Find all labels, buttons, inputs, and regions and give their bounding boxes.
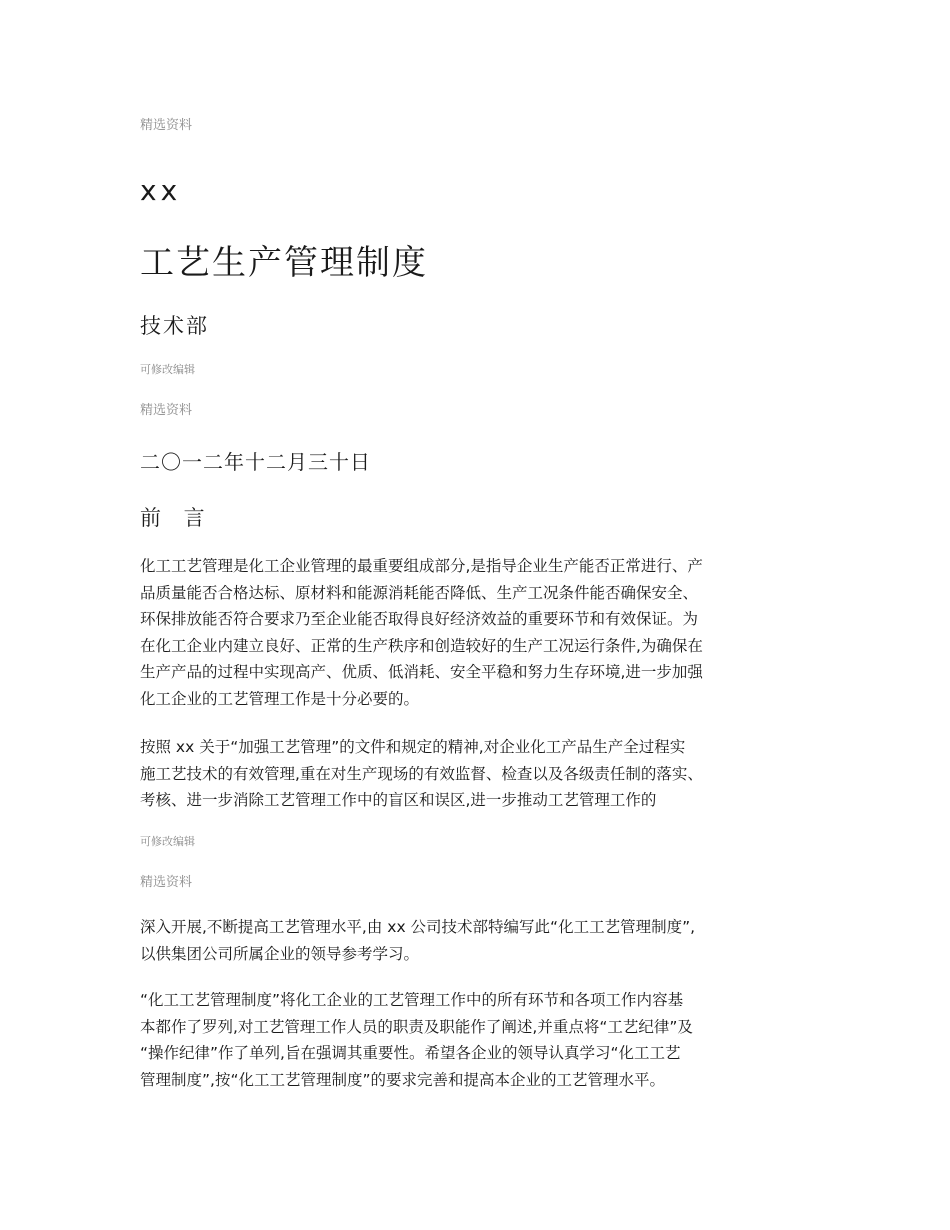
preface-paragraph-1 xyxy=(140,553,810,712)
department-name: 技术部 xyxy=(140,314,209,338)
paragraph-line: 以供集团公司所属企业的领导参考学习。 xyxy=(140,944,420,963)
document-date: 二〇一二年十二月三十日 xyxy=(140,450,371,474)
editable-mark: 可修改编辑 xyxy=(140,835,195,848)
selected-material-mark: 精选资料 xyxy=(140,118,193,133)
paragraph-line: “化工工艺管理制度”将化工企业的工艺管理工作中的所有环节和各项工作内容基 xyxy=(140,991,684,1009)
preface-heading: 前 言 xyxy=(140,506,213,530)
paragraph-line: 品质量能否合格达标、原材料和能源消耗能否降低、生产工况条件能否确保安全、 xyxy=(140,583,699,602)
paragraph-line: 施工艺技术的有效管理,重在对生产现场的有效监督、检查以及各级责任制的落实、 xyxy=(140,764,703,783)
document-title: 工艺生产管理制度 xyxy=(140,243,428,283)
paragraph-line: 在化工企业内建立良好、正常的生产秩序和创造较好的生产工况运行条件,为确保在 xyxy=(140,636,703,655)
company-name: xx xyxy=(140,174,182,207)
selected-material-mark: 精选资料 xyxy=(140,403,193,418)
paragraph-line: 化工企业的工艺管理工作是十分必要的。 xyxy=(140,689,420,708)
paragraph-line: 本都作了罗列,对工艺管理工作人员的职责及职能作了阐述,并重点将“工艺纪律”及 xyxy=(140,1017,693,1036)
paragraph-line: “操作纪律”作了单列,旨在强调其重要性。希望各企业的领导认真学习“化工工艺 xyxy=(140,1044,681,1062)
preface-paragraph-2 xyxy=(140,734,810,814)
paragraph-line: 按照 xx 关于“加强工艺管理”的文件和规定的精神,对企业化工产品生产全过程实 xyxy=(140,738,686,756)
paragraph-line: 考核、进一步消除工艺管理工作中的盲区和误区,进一步推动工艺管理工作的 xyxy=(140,791,657,809)
paragraph-line: 管理制度”,按“化工工艺管理制度”的要求完善和提高本企业的工艺管理水平。 xyxy=(140,1070,666,1089)
paragraph-line: 生产产品的过程中实现高产、优质、低消耗、安全平稳和努力生存环境,进一步加强 xyxy=(140,663,703,681)
preface-paragraph-4 xyxy=(140,987,810,1093)
paragraph-line: 化工工艺管理是化工企业管理的最重要组成部分,是指导企业生产能否正常进行、产 xyxy=(140,557,703,575)
paragraph-line: 深入开展,不断提高工艺管理水平,由 xx 公司技术部特编写此“化工工艺管理制度”, xyxy=(140,918,696,936)
editable-mark: 可修改编辑 xyxy=(140,363,195,376)
paragraph-line: 环保排放能否符合要求乃至企业能否取得良好经济效益的重要环节和有效保证。为 xyxy=(140,610,699,628)
preface-paragraph-3 xyxy=(140,914,810,967)
selected-material-mark: 精选资料 xyxy=(140,875,193,890)
